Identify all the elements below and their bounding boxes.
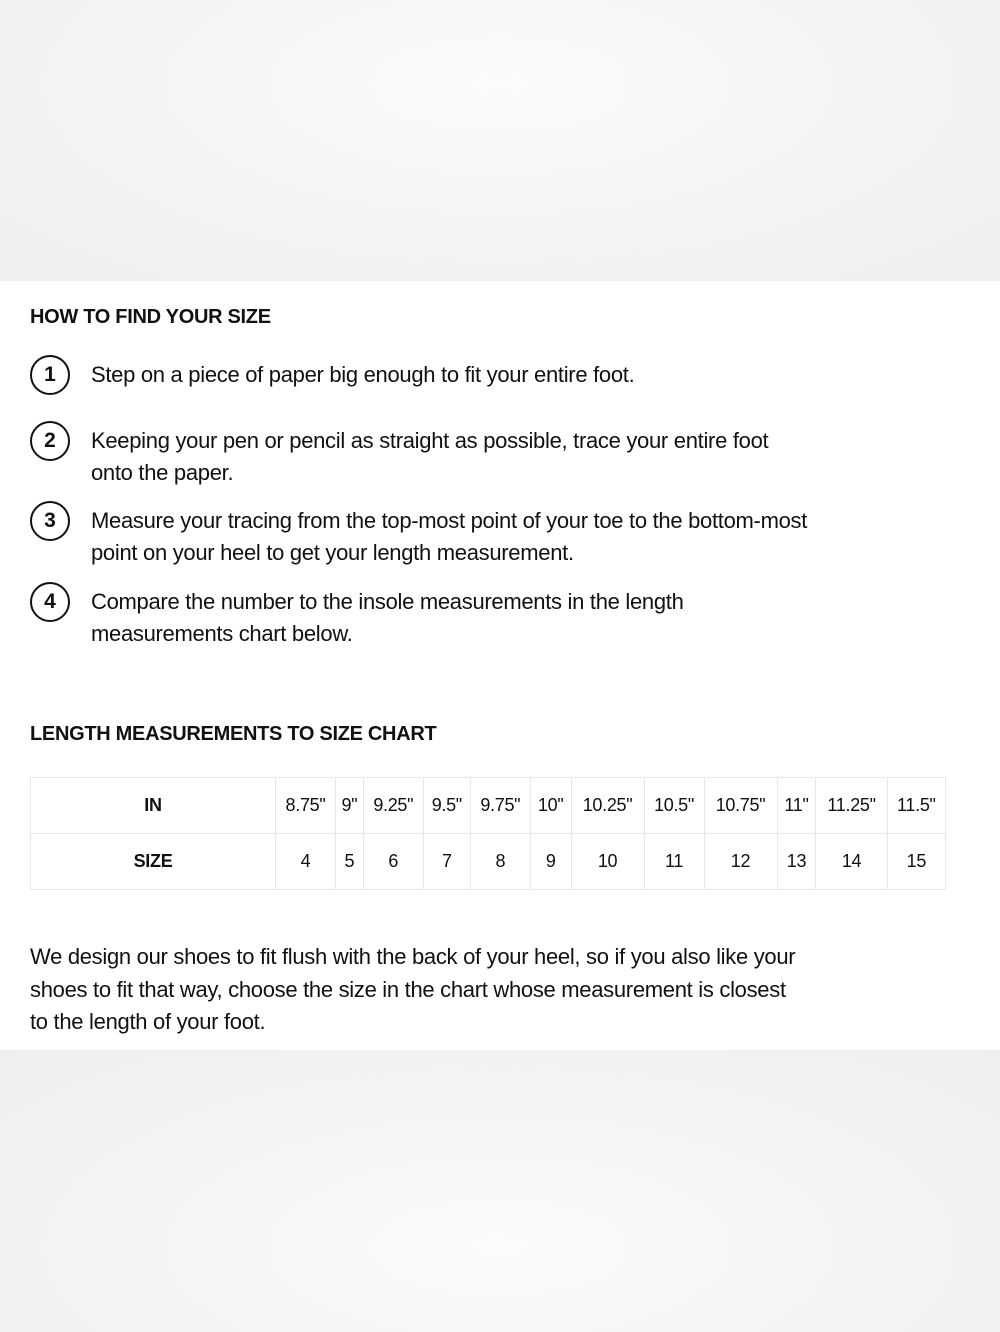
size-chart-table bbox=[30, 777, 946, 890]
table-cell: 8 bbox=[470, 834, 530, 890]
table-cell: 10.25" bbox=[571, 778, 644, 834]
table-cell: 11.5" bbox=[887, 778, 945, 834]
table-cell: 12 bbox=[704, 834, 777, 890]
row-label-in: IN bbox=[31, 778, 276, 834]
step-text-4: Compare the number to the insole measurements in the length measurements chart below. bbox=[91, 589, 684, 646]
how-to-title: HOW TO FIND YOUR SIZE bbox=[30, 306, 271, 328]
step-text-1: Step on a piece of paper big enough to fit your entire foot. bbox=[91, 362, 635, 387]
table-cell: 10 bbox=[571, 834, 644, 890]
table-cell: 13 bbox=[777, 834, 816, 890]
size-guide-card bbox=[0, 281, 1000, 1050]
table-cell: 11 bbox=[644, 834, 704, 890]
step-text-2: Keeping your pen or pencil as straight as possible, trace your entire foot onto the paper. bbox=[91, 428, 769, 485]
table-cell: 11" bbox=[777, 778, 816, 834]
table-cell: 14 bbox=[816, 834, 887, 890]
table-cell: 11.25" bbox=[816, 778, 887, 834]
table-cell: 9.5" bbox=[423, 778, 470, 834]
size-chart-title: LENGTH MEASUREMENTS TO SIZE CHART bbox=[30, 723, 437, 745]
table-cell: 10.5" bbox=[644, 778, 704, 834]
table-cell: 6 bbox=[363, 834, 423, 890]
table-cell: 4 bbox=[276, 834, 336, 890]
table-cell: 9.25" bbox=[363, 778, 423, 834]
table-cell: 9.75" bbox=[470, 778, 530, 834]
step-number-2: 2 bbox=[30, 421, 70, 461]
step-text-3: Measure your tracing from the top-most point of your toe to the bottom-most point on your heel to get your length measurement. bbox=[91, 508, 808, 565]
bottom-background bbox=[0, 1050, 1000, 1332]
step-number-4: 4 bbox=[30, 582, 70, 622]
step-number-3: 3 bbox=[30, 501, 70, 541]
table-cell: 10.75" bbox=[704, 778, 777, 834]
table-cell: 9 bbox=[530, 834, 571, 890]
table-cell: 7 bbox=[423, 834, 470, 890]
table-cell: 15 bbox=[887, 834, 945, 890]
table-cell: 10" bbox=[530, 778, 571, 834]
table-cell: 5 bbox=[336, 834, 364, 890]
table-cell: 8.75" bbox=[276, 778, 336, 834]
table-row-inches bbox=[31, 778, 946, 834]
row-label-size: SIZE bbox=[31, 834, 276, 890]
table-cell: 9" bbox=[336, 778, 364, 834]
step-number-1: 1 bbox=[30, 355, 70, 395]
top-background bbox=[0, 0, 1000, 281]
fit-note: We design our shoes to fit flush with the back of your heel, so if you also like your shoes to fit that way, choose the size in the chart whose measurement is closest to the length of your foot. bbox=[30, 944, 796, 1034]
table-row-size bbox=[31, 834, 946, 890]
